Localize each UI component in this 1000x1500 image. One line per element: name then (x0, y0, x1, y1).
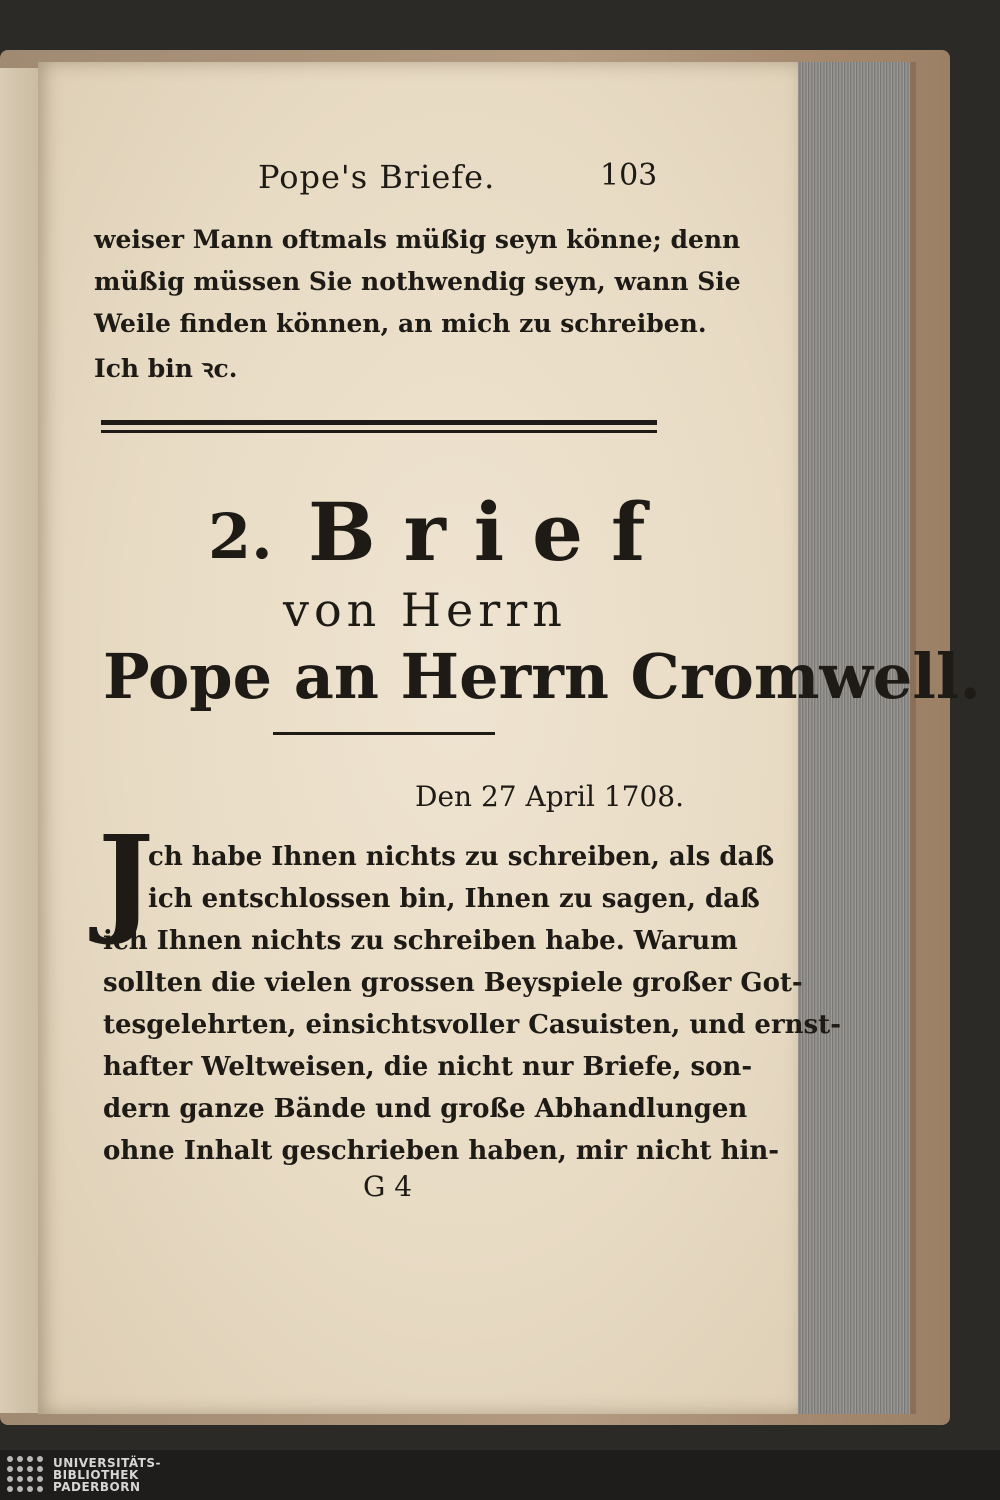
double-rule-top (101, 420, 657, 425)
library-logo-icon (7, 1456, 45, 1494)
page-number: 103 (600, 158, 658, 193)
running-head: Pope's Briefe. (258, 158, 496, 196)
body-line: ohne Inhalt geschrieben haben, mir nicht hin- (103, 1136, 780, 1166)
text-line: müßig müssen Sie nothwendig seyn, wann Sie (94, 267, 741, 296)
body-line: hafter Weltweisen, die nicht nur Briefe, son- (103, 1052, 753, 1082)
book-page (38, 62, 798, 1414)
letter-number: 2. (208, 500, 273, 573)
body-line: tesgelehrten, einsichtsvoller Casuisten, und ernst- (103, 1010, 841, 1040)
letter-subtitle-1: von Herrn (283, 583, 567, 637)
letter-subtitle-2: Pope an Herrn Cromwell. (103, 640, 982, 713)
short-rule (273, 732, 495, 735)
footer-line-1: UNIVERSITÄTS- (53, 1456, 162, 1470)
text-line: weiser Mann oftmals müßig seyn könne; denn (94, 225, 741, 254)
footer-line-3: PADERBORN (53, 1480, 141, 1494)
library-footer (0, 1450, 1000, 1500)
body-line: sollten die vielen grossen Beyspiele großer Got- (103, 968, 803, 998)
page-edges (790, 62, 916, 1414)
letter-title: Brief (308, 485, 674, 579)
footer-line-2: BIBLIOTHEK (53, 1468, 139, 1482)
text-line: Ich bin ꝛc. (94, 354, 238, 383)
text-line: Weile finden können, an mich zu schreiben. (94, 309, 707, 338)
body-line: dern ganze Bände und große Abhandlungen (103, 1094, 748, 1124)
double-rule-bottom (101, 430, 657, 433)
body-line: ch habe Ihnen nichts zu schreiben, als daß (148, 842, 775, 872)
body-line: ich entschlossen bin, Ihnen zu sagen, daß (148, 884, 760, 914)
signature-mark: G 4 (363, 1170, 413, 1203)
body-line: ich Ihnen nichts zu schreiben habe. Warum (103, 926, 738, 956)
letter-date: Den 27 April 1708. (415, 780, 684, 813)
drop-cap-initial: J (98, 809, 154, 948)
